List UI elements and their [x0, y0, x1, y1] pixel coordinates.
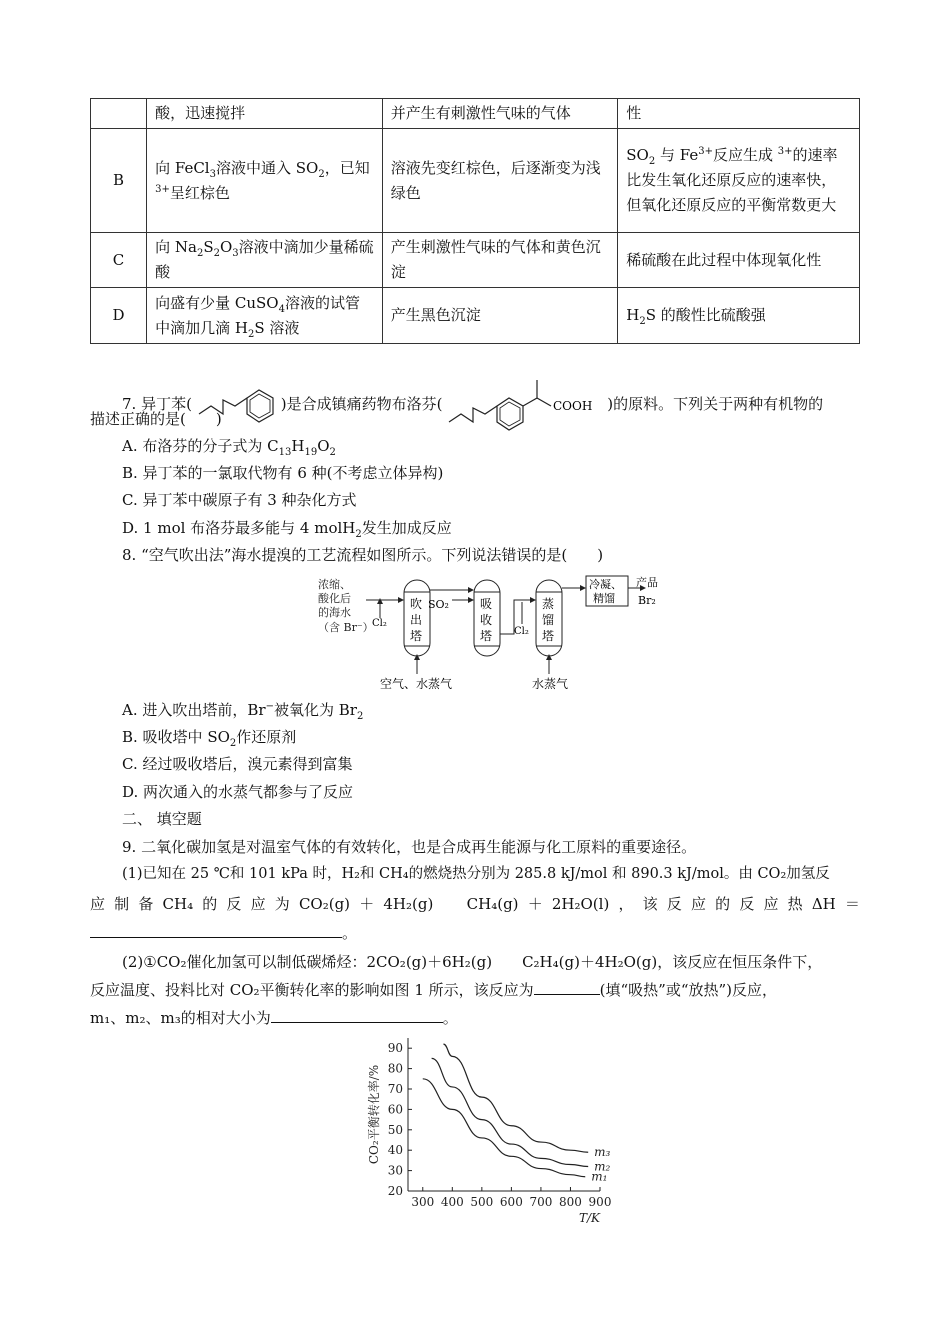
y-tick-label: 20 [387, 1184, 403, 1198]
conversion-chart [360, 1028, 630, 1228]
cooh-label: COOH [553, 399, 593, 413]
box-label: 精馏 [593, 592, 615, 605]
series-label: m₂ [594, 1159, 611, 1174]
word: 应 [690, 895, 706, 913]
conclusion-cell: 性 [618, 99, 860, 129]
box-label: 冷凝、 [589, 578, 622, 591]
conclusion-cell: $SO_2$ 与 $Fe^{3+}$反应生成 $^{3+}$的速率比发生氧化还原反应的速率快，但氧化还原反应的平衡常数更大 [618, 129, 860, 233]
tower-label: 塔 [542, 629, 555, 643]
conclusion-cell: $H_2S$ 的酸性比硫酸强 [618, 288, 860, 344]
cl2-label: Cl₂ [372, 618, 387, 629]
word: ΔH [811, 895, 836, 913]
table-row [91, 233, 860, 288]
word: 反 [739, 895, 755, 913]
word [442, 891, 457, 917]
q7-option-c: C. 异丁苯中碳原子有 3 种杂化方式 [122, 491, 357, 509]
q8-option-a: A. 进入吹出塔前，Br−被氧化为 $Br_2$ [122, 701, 364, 722]
product-label: 产品 [636, 576, 658, 589]
q8-option-d: D. 两次通入的水蒸气都参与了反应 [122, 783, 354, 801]
table-row [91, 129, 860, 233]
x-tick-label: 800 [559, 1195, 582, 1209]
phenomenon-cell: 产生黑色沉淀 [382, 288, 618, 344]
word: 应 [250, 895, 266, 913]
word: 反 [666, 895, 682, 913]
q7-option-a: A. 布洛芬的分子式为 $C_{13}H_{19}O_2$ [122, 437, 336, 458]
q9-part2-line2: 反应温度、投料比对 CO₂平衡转化率的影响如图 1 所示，该反应为 (填“吸热”或“放热”)反应， [90, 977, 777, 1003]
product-label: Br₂ [638, 594, 656, 607]
y-tick-label: 70 [387, 1082, 403, 1096]
tower-label: 出 [410, 613, 423, 627]
operation-cell: 向 $Na_2S_2O_3$溶液中滴加少量稀硫酸 [147, 233, 383, 288]
experiment-table [90, 98, 860, 344]
table-row [91, 99, 860, 129]
cl2-label: Cl₂ [514, 626, 529, 637]
tower-label: 馏 [542, 613, 555, 627]
x-tick-label: 400 [440, 1195, 464, 1209]
word: 制 [114, 895, 130, 913]
phenomenon-cell: 溶液先变红棕色，后逐渐变为浅绿色 [382, 129, 618, 233]
q8-stem: 8. “空气吹出法”海水提溴的工艺流程如图所示。下列说法错误的是( ) [122, 546, 604, 564]
q9-part2-line1: (2)①CO₂催化加氢可以制低碳烯烃：2CO₂(g)＋6H₂(g) C₂H₄(g)＋4H₂O(g)，该反应在恒压条件下， [122, 953, 823, 971]
q7-stem-line2: 描述正确的是( ) [90, 410, 222, 428]
y-axis-label: CO₂平衡转化率/% [367, 1064, 381, 1165]
word: 反 [226, 895, 242, 913]
x-axis-label: T/K [578, 1211, 600, 1225]
word: 热 [787, 895, 803, 913]
y-tick-label: 80 [387, 1061, 403, 1076]
x-tick-label: 900 [588, 1195, 612, 1209]
q8-option-c: C. 经过吸收塔后，溴元素得到富集 [122, 755, 353, 773]
series-line-m₂ [432, 1058, 589, 1166]
word: CO₂(g) [298, 895, 351, 913]
word: 该 [642, 895, 658, 913]
word: 2H₂O(l) [551, 895, 610, 913]
tower-label: 蒸 [542, 597, 555, 611]
tower-label: 吸 [480, 597, 493, 611]
q7-option-d: D. 1 mol 布洛芬最多能与 4 molH$_2$发生加成反应 [122, 519, 452, 540]
answer-blank[interactable] [534, 978, 600, 995]
table-row [91, 288, 860, 344]
feed-label: 的海水 [318, 606, 351, 619]
so2-label: SO₂ [428, 598, 449, 611]
word: CH₄(g) [466, 895, 519, 913]
series-line-m₁ [423, 1079, 585, 1177]
operation-cell: 向盛有少量 CuSO$_4$溶液的试管中滴加几滴 $H_2S$ 溶液 [147, 288, 383, 344]
tower-label: 塔 [410, 629, 423, 643]
option-cell: D [91, 288, 147, 344]
y-tick-label: 90 [387, 1041, 403, 1056]
y-tick-label: 40 [387, 1143, 403, 1158]
tower-label: 吹 [410, 597, 423, 611]
word: ＝ [844, 895, 860, 913]
word: 的 [715, 895, 731, 913]
option-cell: C [91, 233, 147, 288]
y-tick-label: 60 [387, 1102, 403, 1117]
feed-label: 酸化后 [318, 592, 351, 605]
series-label: m₁ [591, 1169, 608, 1184]
q9-stem: 9. 二氧化碳加氢是对温室气体的有效转化，也是合成再生能源与化工原料的重要途径。 [122, 838, 697, 856]
word: 4H₂(g) [383, 895, 434, 913]
operation-cell: 向 FeCl$_3$溶液中通入 $SO_2$，已知 $^{3+}$呈红棕色 [147, 129, 383, 233]
x-tick-label: 700 [529, 1195, 553, 1209]
word: CH₄ [162, 895, 194, 913]
x-tick-label: 300 [411, 1195, 435, 1209]
q9-part1-line3: 。 [90, 920, 357, 946]
word: 应 [90, 895, 106, 913]
feed-label: 浓缩、 [318, 578, 351, 591]
word: ＋ [359, 895, 375, 913]
phenomenon-cell: 产生刺激性气味的气体和黄色沉淀 [382, 233, 618, 288]
q7-option-b: B. 异丁苯的一氯取代物有 6 种(不考虑立体异构) [122, 464, 444, 482]
phenomenon-cell: 并产生有刺激性气味的气体 [382, 99, 618, 129]
tower-label: 收 [480, 613, 493, 627]
ibuprofen-structure [447, 376, 607, 434]
steam-label: 水蒸气 [532, 677, 569, 691]
x-tick-label: 500 [470, 1195, 494, 1209]
word: 备 [138, 895, 154, 913]
word: ＋ [527, 895, 543, 913]
bromine-process-diagram [318, 574, 678, 692]
answer-blank[interactable] [90, 921, 342, 938]
x-tick-label: 600 [499, 1195, 523, 1209]
option-cell [91, 99, 147, 129]
word: 为 [274, 895, 290, 913]
feed-label: （含 Br⁻） [318, 621, 374, 634]
q7-stem-line1: 7. 异丁苯( )是合成镇痛药物布洛芬( COOH )的原料。下列关于两种有机物的 [122, 376, 823, 434]
operation-cell: 酸，迅速搅拌 [147, 99, 383, 129]
y-tick-label: 30 [387, 1163, 403, 1178]
air-steam-label: 空气、水蒸气 [380, 677, 453, 691]
section-heading: 二、 填空题 [122, 810, 202, 828]
word: 的 [202, 895, 218, 913]
series-label: m₃ [594, 1145, 611, 1160]
tower-label: 塔 [480, 629, 493, 643]
word: ， [618, 895, 634, 913]
answer-blank[interactable] [271, 1006, 443, 1023]
option-cell: B [91, 129, 147, 233]
q9-part1-line2 [90, 891, 860, 917]
y-tick-label: 50 [387, 1122, 403, 1137]
word: 应 [763, 895, 779, 913]
q8-option-b: B. 吸收塔中 $SO_2$作还原剂 [122, 728, 297, 749]
conclusion-cell: 稀硫酸在此过程中体现氧化性 [618, 233, 860, 288]
q9-part2-line3: m₁、m₂、m₃的相对大小为 。 [90, 1005, 458, 1031]
q9-part1-line1: (1)已知在 25 ℃和 101 kPa 时，H₂和 CH₄的燃烧热分别为 285.8 kJ/mol 和 890.3 kJ/mol。由 CO₂加氢反 [122, 866, 830, 882]
